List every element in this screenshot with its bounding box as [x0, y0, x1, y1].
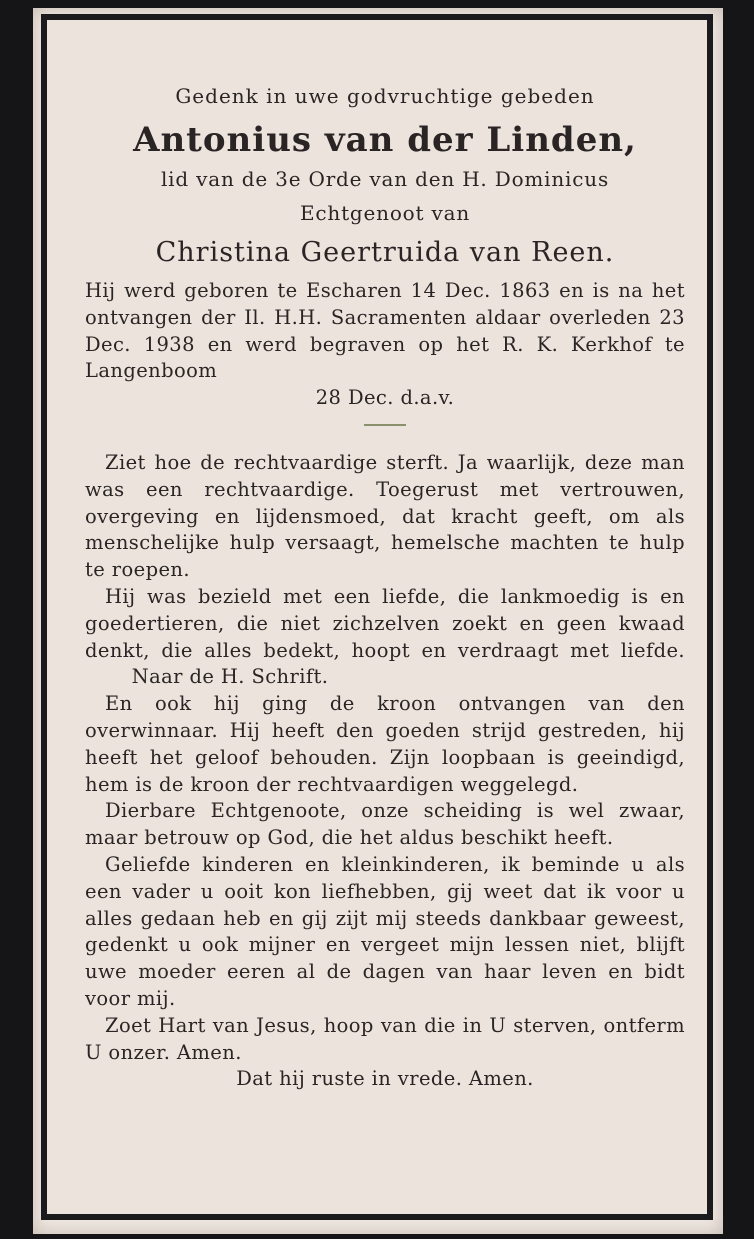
spouse-name: Christina Geertruida van Reen.: [155, 237, 615, 268]
paragraph-3: En ook hij ging de kroon ontvangen van den overwinnaar. Hij heeft den goeden strijd gestreden, hij heeft het geloof behouden. Zijn loopbaan is geeindigd, hem is de kroon der rechtvaardigen weggelegd.: [85, 692, 685, 796]
paragraph-2-source: Naar de H. Schrift.: [131, 665, 329, 689]
biography: [85, 278, 685, 385]
paragraph-2: [85, 584, 685, 691]
deceased-name: Antonius van der Linden,: [133, 120, 637, 160]
divider-line: [364, 424, 406, 426]
card-paper: [33, 8, 723, 1234]
closing-line: Dat hij ruste in vrede. Amen.: [236, 1067, 534, 1091]
order-membership: lid van de 3e Orde van den H. Dominicus: [160, 167, 610, 191]
paragraph-6: Zoet Hart van Jesus, hoop van die in U sterven, ontferm U onzer. Amen.: [85, 1013, 685, 1064]
body-text: [85, 450, 685, 1093]
paragraph-1: Ziet hoe de rechtvaardige sterft. Ja waarlijk, deze man was een rechtvaardige. Toegerust met vertrouwen, overgeving en lijdensmoed, dat kracht geeft, om als menschelijke hulp versaagt, hemelsche machten te hulp te roepen.: [85, 450, 685, 582]
birth-death-text: Hij werd geboren te Escharen 14 Dec. 1863 en is na het ontvangen der Il. H.H. Sacramenten aldaar overleden 23 Dec. 1938 en werd begraven op het R. K. Kerkhof te Langenboom: [85, 279, 685, 383]
spouse-intro: Echtgenoot van: [299, 201, 471, 225]
card-content: [85, 60, 685, 1093]
paragraph-4: Dierbare Echtgenoote, onze scheiding is wel zwaar, maar betrouw op God, die het aldus beschikt heeft.: [85, 799, 685, 850]
black-border-frame: [41, 14, 713, 1220]
intro-line: Gedenk in uwe godvruchtige gebeden: [175, 84, 595, 108]
paragraph-2-text: Hij was bezield met een liefde, die lankmoedig is en goedertieren, die niet zichzelven zoekt en geen kwaad denkt, die alles bedekt, hoopt en verdraagt met liefde.: [85, 584, 685, 662]
burial-date: 28 Dec. d.a.v.: [315, 386, 455, 410]
paragraph-5: Geliefde kinderen en kleinkinderen, ik beminde u als een vader u ooit kon liefhebben, gij weet dat ik voor u alles gedaan heb en gij zijt mij steeds dankbaar geweest, gedenkt u ook mijner en vergeet mijn lessen niet, blijft uwe moeder eeren al de dagen van haar leven en bidt voor mij.: [85, 852, 685, 1010]
